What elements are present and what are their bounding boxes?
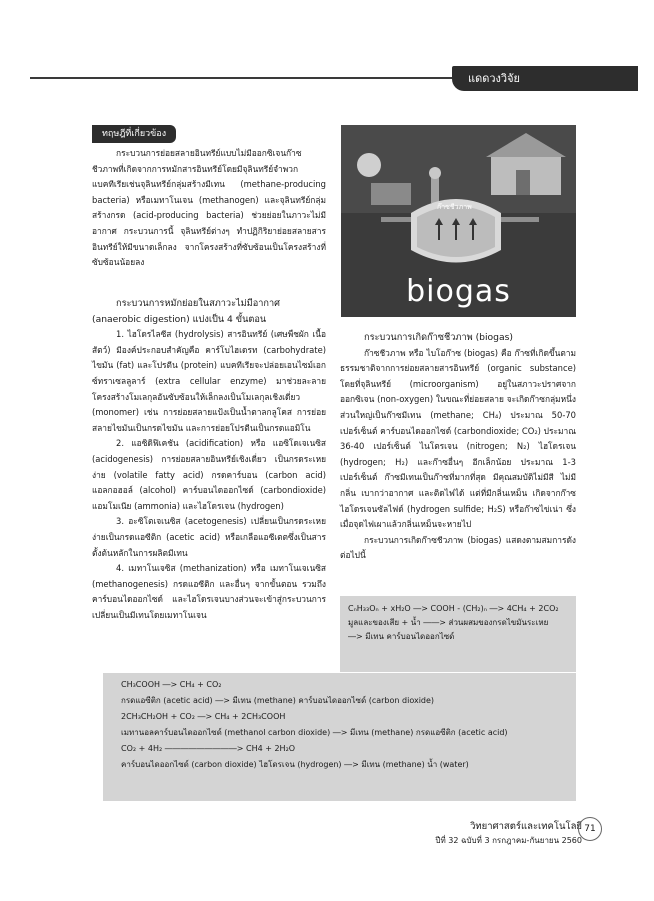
step-hydrolysis: 1. ไฮโดรไลซีส (hydrolysis) สารอินทรีย์ (เศษพืชผัก เนื้อสัตว์) มีองค์ประกอบสำคัญคือ คาร์โบไฮเดรท (carbohydrate) ไขมัน (fat) และโปรตีน (protein) แบคทีเรียจะปล่อยเอนไซม์เอกซ์ทราเซลลูลาร์ (extra cellular enzyme) มาช่วยละลายโครงสร้างโมเลกุลอันซับซ้อนให้เล็กลงเป็นโมเลกุลเชิงเดี่ยว (monomer) เช่น การย่อยสลายแป้งเป็นน้ำตาลกลูโคส การย่อยสลายไขมันเป็นกรดไขมัน และการย่อยโปรตีนเป็นกรดแอมิโน — [92, 329, 326, 433]
page-number: 71 — [578, 817, 602, 841]
equation-line-desc: มูลและของเสีย + น้ำ ――> ส่วนผสมของกรดไขมันระเหย — [348, 618, 549, 627]
reaction-equations-box — [103, 673, 576, 801]
reaction-equation: CO₂ + 4H₂ ―――――――――> CH4 + 2H₂O — [121, 744, 296, 753]
step-methanization: 4. เมทาโนเจซิส (methanization) หรือ เมทาโนเจเนซิส (methanogenesis) กรดแอซีติก และอื่นๆ จากขั้นตอน รวมถึงคาร์บอนไดออกไซด์ และไฮโดรเจนบางส่วนจะเข้าสู่กระบวนการเปลี่ยนเป็นมีเทนโดยเมทาโนเจน — [92, 563, 326, 620]
overall-equation-box — [340, 596, 576, 672]
reaction-description: คาร์บอนไดออกไซด์ (carbon dioxide) ไฮโดรเจน (hydrogen) ―> มีเทน (methane) น้ำ (water) — [121, 760, 469, 769]
related-theory-badge: ทฤษฎีที่เกี่ยวข้อง — [92, 125, 176, 143]
reaction-description: เมทานอลคาร์บอนไดออกไซด์ (methanol carbon dioxide) ―> มีเทน (methane) กรดแอซีติก (acetic acid) — [121, 728, 508, 737]
left-column-steps — [92, 296, 326, 623]
left-column — [92, 146, 326, 271]
journal-issue: ปีที่ 32 ฉบับที่ 3 กรกฎาคม-กันยายน 2560 — [435, 836, 582, 845]
right-column — [340, 330, 576, 564]
digestion-subhead: กระบวนการหมักย่อยในสภาวะไม่มีอากาศ (anaerobic digestion) แบ่งเป็น 4 ขั้นตอน — [92, 298, 280, 325]
tank-label: ก๊าซชีวภาพ — [437, 203, 472, 211]
journal-title: วิทยาศาสตร์และเทคโนโลยี — [470, 821, 582, 832]
section-tab: แดดวงวิจัย — [452, 66, 638, 91]
biogas-caption: biogas — [406, 274, 511, 309]
journal-footer — [435, 820, 582, 848]
biogas-subhead: กระบวนการเกิดก๊าซชีวภาพ (biogas) — [364, 332, 513, 343]
biogas-equation-intro: กระบวนการเกิดก๊าซชีวภาพ (biogas) แสดงตามสมการดังต่อไปนี้ — [340, 534, 576, 561]
reaction-equation: 2CH₃CH₂OH + CO₂ ―> CH₄ + 2CH₃COOH — [121, 712, 286, 721]
reaction-equation: CH₃COOH ―> CH₄ + CO₂ — [121, 680, 222, 689]
intro-paragraph: กระบวนการย่อยสลายอินทรีย์แบบไม่มีออกซิเจนก๊าซชีวภาพที่เกิดจากการหมักสารอินทรีย์โดยมีจุลินทรีย์จำพวกแบคทีเรียเช่นจุลินทรีย์กลุ่มสร้างมีเทน (methane-producing bacteria) หรือเมทาโนเจน (methanogen) และจุลินทรีย์กลุ่มสร้างกรด (acid-producing bacteria) ช่วยย่อยในภาวะไม่มีอากาศ กระบวนการนี้ จุลินทรีย์ต่างๆ ทำปฏิกิริยาย่อยสลายสารอินทรีย์ให้มีขนาดเล็กลง จากโครงสร้างที่ซับซ้อนเป็นโครงสร้างที่ซับซ้อนน้อยลง — [92, 148, 326, 268]
step-acidification: 2. แอซิดิฟิเคชัน (acidification) หรือ แอซิโดเจเนซิส (acidogenesis) การย่อยสลายอินทรีย์เชิงเดี่ยว เป็นกรดระเหยง่าย (volatile fatty acid) กรดคาร์บอน (carbon acid) แอลกอฮอล์ (alcohol) คาร์บอนไดออกไซด์ (carbondioxide) แอมโมเนีย (ammonia) และไฮโดรเจน (hydrogen) — [92, 438, 326, 511]
biogas-illustration — [341, 125, 576, 317]
biogas-body: ก๊าซชีวภาพ หรือ ไบโอก๊าซ (biogas) คือ ก๊าซที่เกิดขึ้นตามธรรมชาติจากการย่อยสลายสารอินทรีย์ (organic substance) โดยที่จุลินทรีย์ (microorganism) อยู่ในสภาวะปราศจากออกซิเจน (non-oxygen) ในขณะที่ย่อยสลาย จะเกิดก๊าซกลุ่มหนึ่ง ส่วนใหญ่เป็นก๊าซมีเทน (methane; CH₄) ประมาณ 50-70 เปอร์เซ็นต์ คาร์บอนไดออกไซด์ (carbondioxide; CO₂) ประมาณ 36-40 เปอร์เซ็นต์ ไนโตรเจน (nitrogen; N₂) ไฮโดรเจน (hydrogen; H₂) และก๊าซอื่นๆ อีกเล็กน้อย ประมาณ 1-3 เปอร์เซ็นต์ ก๊าซมีเทนเป็นก๊าซที่มากที่สุด มีคุณสมบัติไม่มีสี ไม่มีกลิ่น เบากว่าอากาศ และติดไฟได้ แต่ที่มีกลิ่นเหม็น เกิดจากก๊าซไฮโดรเจนซัลไฟด์ (hydrogen sulfide; H₂S) หรือก๊าซไข่เน่า ซึ่งเมื่อจุดไฟเผาแล้วกลิ่นเหม็นจะหายไป — [340, 347, 576, 530]
equation-line: CₙH₃₃Oₙ + xH₂O ―> COOH - (CH₂)ₙ ―> 4CH₄ + 2CO₂ — [348, 604, 559, 613]
step-acetogenesis: 3. อะซิโตเจเนซิส (acetogenesis) เปลี่ยนเป็นกรดระเหยง่ายเป็นกรดแอซีติก (acetic acid) หรือเกลือแอซีเตตซึ่งเป็นสารตั้งต้นหลักในการผลิตมีเทน — [92, 516, 326, 558]
equation-line-products: ―> มีเทน คาร์บอนไดออกไซด์ — [348, 632, 455, 641]
reaction-description: กรดแอซีติก (acetic acid) ―> มีเทน (methane) คาร์บอนไดออกไซด์ (carbon dioxide) — [121, 696, 435, 705]
